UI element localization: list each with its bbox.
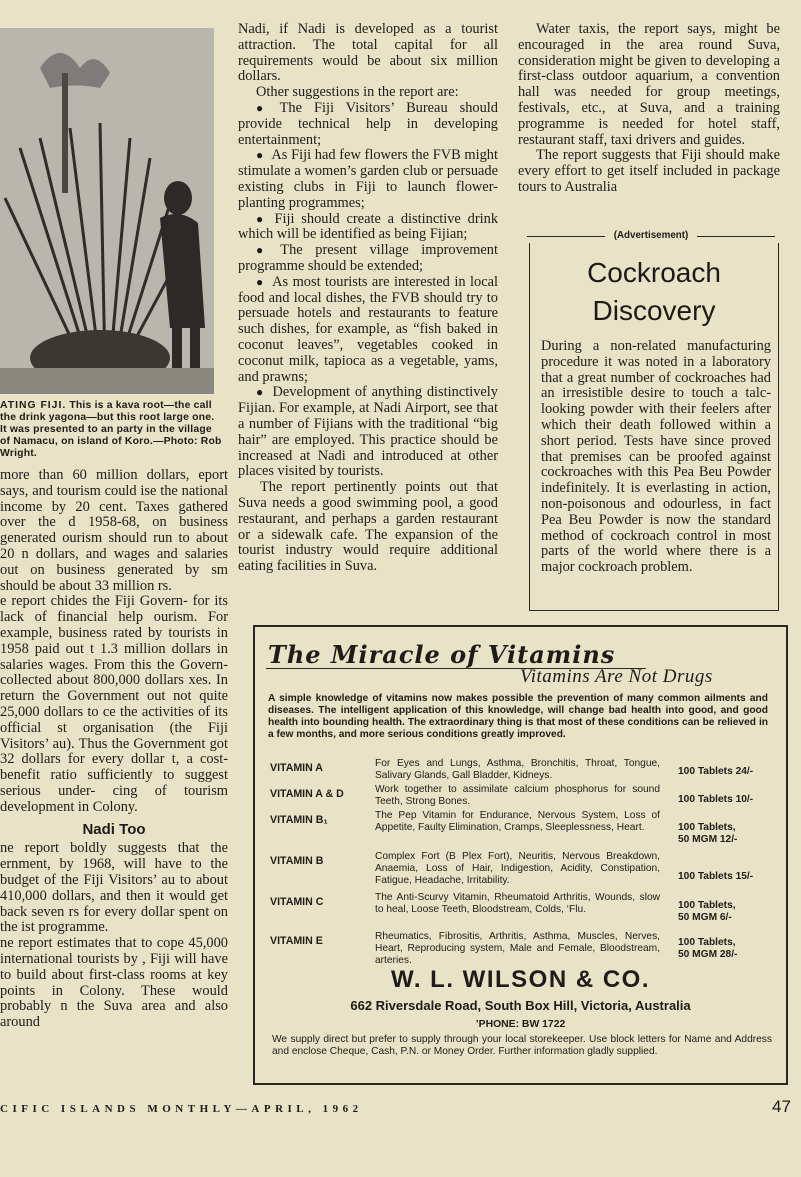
vitamin-name: VITAMIN C — [270, 896, 324, 908]
vitamin-name: VITAMIN A — [270, 762, 323, 774]
vitamin-name: VITAMIN E — [270, 935, 323, 947]
kava-root-photo — [0, 28, 214, 394]
paragraph: ne report estimates that to cope 45,000 international tourists by , Fiji will have to build about first-class rooms at key points in Colony. These would probably n the Suva area and also around — [0, 935, 228, 1031]
advertisement-label: (Advertisement) — [527, 230, 775, 241]
cockroach-ad-title — [529, 254, 779, 330]
page-number: 47 — [772, 1097, 791, 1116]
photo-caption — [0, 400, 222, 460]
paragraph: more than 60 million dollars, eport says, and tourism could ise the national income by 20 cent. Taxes gathered over the d 1958-68, on business generated ourism should run to about 20 n dollars, and wages and salaries out on business generated by sm should be about 33 million rs. — [0, 467, 228, 594]
paragraph: e report chides the Fiji Govern- for its lack of financial help ourism. For example, business rated by tourists in 1958 paid out t 1.3 million dollars in salaries wages. From this the Govern- collected about 800,000 dollars xes. In return the Government out not quite 25,000 dollars to ce the activities of its official st organisation (the Fiji Visitors’ au). Thus the Government got 32 dollars for every dollar t, a cost-benefit ratio sufficiently to suggest serious under- cing of tourism development in Colony. — [0, 593, 228, 815]
company-phone: ’PHONE: BW 1722 — [475, 1019, 566, 1030]
paragraph: Water taxis, the report says, might be encouraged in the area round Suva, consideration might be given to developing a first-class outdoor aquarium, a convention hall was needed for group meetings, festivals, etc., at Suva, and a training programme is needed for hotel staff, restaurant staff, taxi drivers and guides. — [518, 21, 780, 148]
bullet-item: ● As most tourists are interested in local food and local dishes, the FVB should try to persuade hotels and restaurants to feature such dishes, for example, as “fish baked in coconut leaves”, vegetables cooked in coconut milk, tapioca as a vegetable, yams, and prawns; — [238, 275, 498, 386]
vitamin-price: 100 Tablets, 50 MGM 6/- — [678, 900, 736, 923]
vitamin-price: 100 Tablets 15/- — [678, 871, 754, 882]
company-address: 662 Riversdale Road, South Box Hill, Victoria, Australia — [350, 998, 691, 1013]
vitamin-ad-subtitle: Vitamins Are Not Drugs — [520, 666, 713, 687]
vitamin-ad-title: The Miracle of Vitamins — [268, 640, 616, 669]
bullet-item: ● Development of anything distinctively Fijian. For example, at Nadi Airport, see that a number of Fijians with the traditional “big hair” are employed. This practice should be increased at Nadi and introduced at other places visited by tourists. — [238, 385, 498, 480]
vitamin-name: VITAMIN A & D — [270, 788, 344, 800]
cockroach-ad-body: During a non-related manufacturing procedure it was noted in a laboratory that a great number of cockroaches had an irresistible desire to touch a talc-looking powder with their feelers after which their death followed within a short period. Tests have since proved that premises can be proofed against cockroaches with this Pea Beu Powder indefinitely. It is everlasting in action, non-poisonous and odourless, in fact Pea Beu Powder is now the standard method of cockroach control in most parts of the world where there is a major cockroach problem. — [541, 338, 771, 576]
vitamin-desc: Work together to assimilate calcium phosphorus for sound Teeth, Strong Bones. — [375, 784, 660, 807]
caption-text: This is a kava root—the call the drink yagona—but this root large one. It was presented to an party in the village of Namacu, on island of Koro.—Photo: Rob Wright. — [0, 400, 222, 459]
paragraph: ne report boldly suggests that the ernment, by 1968, will have to the budget of the Fiji Visitors’ au to about 410,000 dollars, and then it would get back seven rs for every dollar spent on the ist programme. — [0, 840, 228, 936]
subhead-nadi-too: Nadi Too — [82, 820, 146, 838]
ad-title-line-1: Cockroach — [587, 257, 721, 288]
article-column-2 — [238, 22, 498, 575]
paragraph: Nadi, if Nadi is developed as a tourist attraction. The total capital for all requirements would be about six million dollars. — [238, 21, 498, 85]
article-column-3 — [518, 22, 780, 196]
ad-title-line-2: Discovery — [592, 295, 716, 326]
vitamin-price: 100 Tablets, 50 MGM 28/- — [678, 937, 738, 960]
vitamin-ad-intro: A simple knowledge of vitamins now makes possible the prevention of many common ailments and diseases. The intelligent application of this knowledge, will change bad health into good, and good health into bounding health. The extraordinary thing is that most of these conditions can be relieved in a few months, and more serious conditions greatly improved. — [268, 693, 768, 740]
vitamin-price: 100 Tablets 24/- — [678, 766, 754, 777]
vitamin-price: 100 Tablets, 50 MGM 12/- — [678, 822, 738, 845]
vitamin-desc: Rheumatics, Fibrositis, Arthritis, Asthma, Muscles, Nerves, Heart, Reproducing system, Male and Female, Bloodstream, arteries. — [375, 931, 660, 966]
vitamin-name: VITAMIN B₁ — [270, 814, 328, 826]
bullet-item: ● The present village improvement programme should be extended; — [238, 243, 498, 275]
vitamin-price: 100 Tablets 10/- — [678, 794, 754, 805]
vitamin-desc: For Eyes and Lungs, Asthma, Bronchitis, Throat, Tongue, Salivary Glands, Gall Bladder, Kidneys. — [375, 758, 660, 781]
running-footer: CIFIC ISLANDS MONTHLY—APRIL, 1962 — [0, 1103, 363, 1115]
vitamin-desc: Complex Fort (B Plex Fort), Neuritis, Nervous Breakdown, Anaemia, Loss of Hair, Indigestion, Acidity, Constipation, Fatigue, Headache, Irritability. — [375, 851, 660, 886]
paragraph: The report pertinently points out that Suva needs a good swimming pool, a good restaurant, and perhaps a garden restaurant or a sidewalk cafe. The expansion of the tourist industry would require additional eating facilities in Suva. — [238, 479, 498, 575]
bullet-item: ● Fiji should create a distinctive drink which will be identified as being Fijian; — [238, 212, 498, 244]
caption-lead: ATING FIJI. — [0, 400, 67, 411]
article-column-1 — [0, 468, 228, 1031]
bullet-item: ● The Fiji Visitors’ Bureau should provide technical help in developing entertainment; — [238, 101, 498, 148]
vitamin-desc: The Pep Vitamin for Endurance, Nervous System, Loss of Appetite, Faulty Elimination, Cramps, Sleeplessness, Heart. — [375, 810, 660, 833]
vitamin-name: VITAMIN B — [270, 855, 324, 867]
paragraph: Other suggestions in the report are: — [256, 84, 459, 101]
photo-illustration — [0, 28, 214, 394]
company-name: W. L. WILSON & CO. — [391, 966, 650, 993]
vitamin-desc: The Anti-Scurvy Vitamin, Rheumatoid Arthritis, Wounds, slow to heal, Loose Teeth, Bloodstream, Colds, ‘Flu. — [375, 892, 660, 915]
vitamin-ad-footer: We supply direct but prefer to supply through your local storekeeper. Use block letters for Name and Address and enclose Cheque, Cash, P.N. or Money Order. Further information gladly supplied. — [272, 1034, 772, 1057]
paragraph: The report suggests that Fiji should make every effort to get itself included in package tours to Australia — [518, 147, 780, 195]
bullet-item: ● As Fiji had few flowers the FVB might stimulate a women’s garden club or persuade existing clubs in Fiji to launch flower-planting programmes; — [238, 148, 498, 211]
